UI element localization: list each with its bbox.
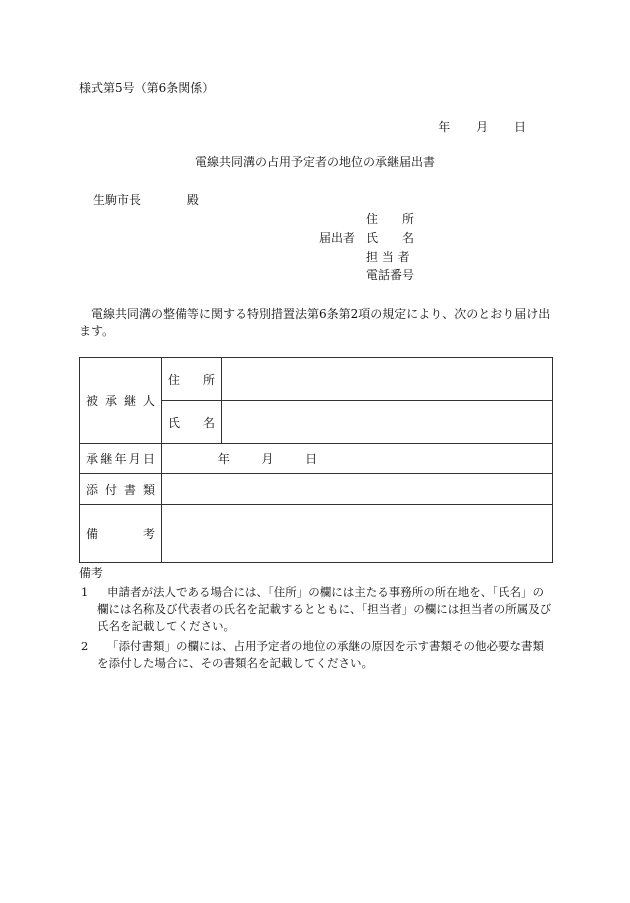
succession-date-month: 月 — [261, 452, 274, 466]
date-day-label: 日 — [513, 120, 526, 134]
filer-address-label: 住 所 — [366, 212, 415, 226]
document-title: 電線共同溝の占用予定者の地位の承継届出書 — [194, 155, 435, 169]
succession-date-year: 年 — [217, 452, 230, 466]
date-year-label: 年 — [438, 120, 451, 134]
filer-name-label: 氏 名 — [366, 231, 415, 245]
note-number: 2 — [81, 639, 89, 653]
successor-name-label: 氏 名 — [168, 415, 215, 430]
note-item — [79, 584, 553, 635]
note-number: 1 — [81, 585, 89, 599]
remarks-label: 備 考 — [86, 527, 155, 541]
succession-date-field[interactable] — [162, 444, 553, 474]
note-text: 申請者が法人である場合には、「住所」の欄には主たる事務所の所在地を、「氏名」の欄には名称及び代表者の氏名を記載するとともに、「担当者」の欄には担当者の所属及び氏名を記載してください。 — [97, 585, 552, 633]
remarks-field[interactable] — [162, 505, 553, 563]
addressee-name: 生駒市長 — [93, 193, 142, 207]
attachments-label: 添 付 書 類 — [86, 482, 155, 497]
date-month-label: 月 — [476, 120, 489, 134]
successor-label: 被 承 継 人 — [86, 394, 155, 408]
body-text: 電線共同溝の整備等に関する特別措置法第6条第2項の規定により、次のとおり届け出ます。 — [79, 307, 551, 338]
addressee — [93, 194, 199, 206]
succession-date-label: 承 継 年 月 日 — [86, 452, 155, 466]
succession-date-day: 日 — [305, 452, 318, 466]
attachments-header — [80, 474, 162, 505]
successor-address-label: 住 所 — [168, 372, 215, 387]
date-header — [416, 121, 526, 133]
successor-address-field[interactable] — [222, 358, 553, 401]
attachments-field[interactable] — [162, 474, 553, 505]
filer-label: 届出者 — [319, 231, 356, 245]
remarks-header — [80, 505, 162, 563]
note-item — [79, 638, 553, 672]
succession-form-table — [79, 357, 553, 563]
succession-date-header — [80, 444, 162, 474]
successor-name-header — [162, 401, 222, 444]
notes-heading: 備考 — [79, 566, 104, 580]
addressee-honorific: 殿 — [186, 193, 199, 207]
successor-name-field[interactable] — [222, 401, 553, 444]
filer-phone-label: 電話番号 — [366, 268, 415, 282]
note-text: 「添付書類」の欄には、占用予定者の地位の承継の原因を示す書類その他必要な書類を添付した場合に、その書類名を記載してください。 — [97, 639, 544, 670]
successor-header — [80, 358, 162, 444]
successor-address-header — [162, 358, 222, 401]
filer-contact-label: 担 当 者 — [366, 250, 410, 264]
form-number: 様式第5号（第6条関係） — [79, 81, 215, 95]
